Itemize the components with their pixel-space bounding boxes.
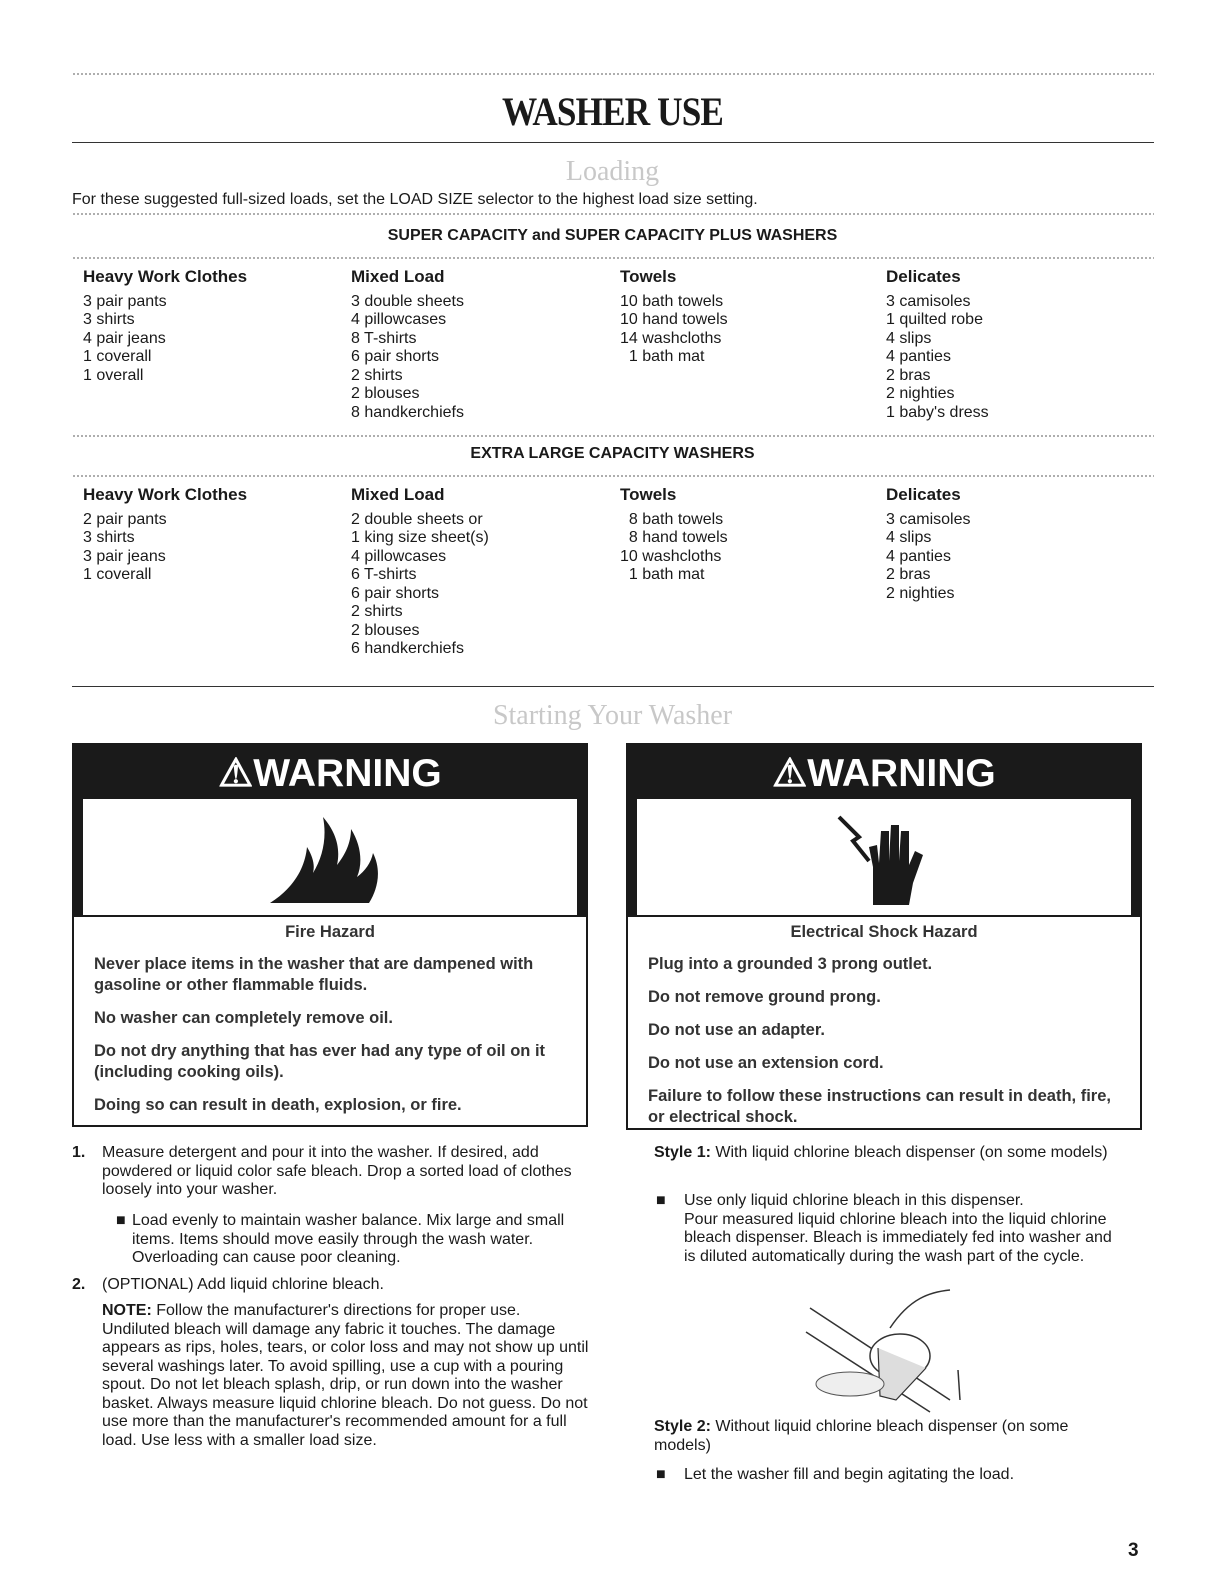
bleach-dispenser-illustration — [800, 1288, 970, 1414]
list-item: 2 double sheets or — [351, 510, 483, 528]
list-item: 10 hand towels — [620, 311, 728, 328]
list-item: 6 pair shorts — [351, 348, 440, 365]
table2-col-mixed — [351, 486, 489, 659]
warning-line: Do not use an adapter. — [648, 1021, 825, 1039]
fire-warning-text — [74, 917, 586, 1138]
list-item: 10 washcloths — [620, 547, 722, 565]
loading-intro: For these suggested full-sized loads, set the LOAD SIZE selector to the highest load size setting. — [72, 191, 758, 208]
warning-line: Do not remove ground prong. — [648, 988, 881, 1006]
column-header: Heavy Work Clothes — [83, 267, 248, 286]
warning-triangle-icon: ⚠ — [772, 752, 808, 795]
list-item: 10 bath towels — [620, 292, 724, 310]
table1-col-towels — [620, 268, 728, 367]
list-item: 2 blouses — [351, 621, 420, 639]
table1-title: SUPER CAPACITY and SUPER CAPACITY PLUS WASHERS — [387, 227, 838, 244]
list-item: 8 handkerchiefs — [351, 403, 464, 421]
note-text: Follow the manufacturer's directions for proper use. Undiluted bleach will damage any fabric it touches. The damage appears as rips, holes, tears, or color loss and may not show up until several washings later. To avoid spilling, use a cup with a pouring spout. Do not let bleach splash, drip, or run down into the washer basket. Always measure liquid chlorine bleach. Do not guess. Do not use more than the manufacturer's recommended amount for a full load. Use less with a smaller load size. — [102, 1302, 589, 1449]
list-item: 1 bath mat — [620, 566, 705, 583]
list-item: 14 washcloths — [620, 329, 722, 347]
bullet-icon: ■ — [116, 1212, 126, 1229]
warning-triangle-icon: ⚠ — [218, 752, 254, 795]
step-number: 1. — [72, 1144, 86, 1161]
bullet-icon: ■ — [656, 1466, 666, 1483]
list-item: 2 bras — [886, 366, 931, 384]
table2-title: EXTRA LARGE CAPACITY WASHERS — [470, 445, 755, 462]
shock-picture — [628, 799, 1140, 917]
list-item: 1 overall — [83, 366, 144, 384]
step-number: 2. — [72, 1276, 86, 1293]
list-item: 4 slips — [886, 329, 932, 347]
list-item: 2 blouses — [351, 385, 420, 402]
list-item: 4 pillowcases — [351, 547, 447, 565]
warning-label: WARNING — [253, 752, 442, 795]
column-header: Delicates — [886, 485, 961, 504]
step-2-note — [102, 1302, 592, 1450]
list-item: 1 bath mat — [620, 348, 705, 365]
bullet-continuation: Pour measured liquid chlorine bleach into the liquid chlorine bleach dispenser. Bleach is immediately fed into washer and is diluted automatically during the wash part of the cycle. — [684, 1210, 1112, 1265]
warning-line: Never place items in the washer that are dampened with gasoline or other flammable fluids. — [94, 955, 534, 994]
list-item: 8 T-shirts — [351, 329, 417, 347]
list-item: 1 quilted robe — [886, 311, 983, 328]
table2-col-heavy — [83, 486, 247, 585]
title-rule — [72, 142, 1154, 143]
hazard-title: Electrical Shock Hazard — [790, 923, 978, 941]
table2-top-rule — [72, 434, 1154, 438]
table1-col-mixed — [351, 268, 464, 422]
hazard-title: Fire Hazard — [285, 923, 375, 941]
table1-col-heavy — [83, 268, 247, 385]
shock-warning-box — [626, 743, 1142, 1130]
warning-banner — [74, 745, 586, 799]
list-item: 4 pair jeans — [83, 329, 166, 347]
style-label: Style 2: — [654, 1418, 711, 1435]
list-item: 1 coverall — [83, 566, 152, 583]
list-item: 3 double sheets — [351, 292, 464, 310]
fire-icon — [265, 807, 395, 907]
style-text: Without liquid chlorine bleach dispenser (on some models) — [654, 1418, 1069, 1454]
warning-line: Doing so can result in death, explosion, or fire. — [94, 1096, 462, 1114]
list-item: 2 shirts — [351, 366, 403, 384]
column-header: Mixed Load — [351, 267, 445, 286]
list-item: 6 handkerchiefs — [351, 640, 464, 657]
list-item: 4 panties — [886, 547, 951, 565]
list-item: 2 shirts — [351, 603, 403, 620]
list-item: 3 pair jeans — [83, 547, 166, 565]
list-item: 3 shirts — [83, 529, 135, 546]
column-header: Delicates — [886, 267, 961, 286]
list-item: 4 pillowcases — [351, 311, 447, 328]
style-1-bullet — [656, 1192, 1126, 1266]
table2-col-towels — [620, 486, 728, 585]
column-header: Mixed Load — [351, 485, 445, 504]
step-1-bullet — [116, 1212, 592, 1268]
shock-warning-text — [628, 917, 1140, 1150]
table2-header-rule — [72, 474, 1154, 478]
page-number: 3 — [1128, 1540, 1139, 1561]
table1-top-rule — [72, 212, 1154, 216]
list-item: 4 slips — [886, 529, 932, 546]
note-label: NOTE: — [102, 1302, 152, 1319]
list-item: 3 camisoles — [886, 510, 971, 528]
bullet-text: Load evenly to maintain washer balance. Mix large and small items. Items should move easily through the wash water. Overloading can cause poor cleaning. — [132, 1212, 565, 1266]
list-item: 3 pair pants — [83, 292, 167, 310]
style-2 — [654, 1418, 1124, 1455]
step-1 — [72, 1144, 592, 1200]
section-rule — [72, 686, 1154, 687]
list-item: 2 bras — [886, 566, 931, 583]
warning-banner — [628, 745, 1140, 799]
warning-label: WARNING — [807, 752, 996, 795]
step-text: Measure detergent and pour it into the washer. If desired, add powdered or liquid color safe bleach. Drop a sorted load of clothes loosely into your washer. — [102, 1144, 572, 1198]
list-item: 1 baby's dress — [886, 403, 989, 421]
column-header: Towels — [620, 267, 677, 286]
style-1 — [654, 1144, 1124, 1163]
column-header: Towels — [620, 485, 677, 504]
warning-line: Failure to follow these instructions can result in death, fire, or electrical shock. — [648, 1087, 1111, 1126]
list-item: 2 nighties — [886, 385, 955, 402]
style-label: Style 1: — [654, 1144, 711, 1161]
list-item: 6 T-shirts — [351, 566, 417, 583]
top-dotted-rule — [72, 72, 1154, 76]
bullet-text: Use only liquid chlorine bleach in this dispenser. — [684, 1192, 1024, 1209]
warning-line: Do not dry anything that has ever had any type of oil on it (including cooking oils). — [94, 1042, 546, 1081]
list-item: 3 camisoles — [886, 292, 971, 310]
warning-line: Do not use an extension cord. — [648, 1054, 884, 1072]
table2-col-delicates — [886, 486, 970, 603]
list-item: 8 hand towels — [620, 529, 728, 546]
step-2 — [72, 1276, 592, 1295]
warning-line: Plug into a grounded 3 prong outlet. — [648, 955, 933, 973]
table1-header-rule — [72, 256, 1154, 260]
fire-picture — [74, 799, 586, 917]
list-item: 4 panties — [886, 348, 951, 365]
list-item: 1 coverall — [83, 348, 152, 365]
list-item: 8 bath towels — [620, 510, 724, 528]
electric-shock-icon — [829, 807, 939, 907]
starting-heading: Starting Your Washer — [492, 700, 733, 731]
list-item: 1 king size sheet(s) — [351, 529, 489, 546]
style-2-bullet — [656, 1466, 1126, 1485]
page-title: WASHER USE — [501, 89, 724, 134]
list-item: 2 nighties — [886, 584, 955, 602]
loading-heading: Loading — [565, 156, 660, 187]
bullet-icon: ■ — [656, 1192, 666, 1209]
list-item: 6 pair shorts — [351, 584, 440, 602]
style-text: With liquid chlorine bleach dispenser (on some models) — [715, 1144, 1108, 1161]
step-text: (OPTIONAL) Add liquid chlorine bleach. — [102, 1276, 384, 1293]
fire-warning-box — [72, 743, 588, 1127]
table1-col-delicates — [886, 268, 989, 422]
list-item: 2 pair pants — [83, 510, 167, 528]
list-item: 3 shirts — [83, 311, 135, 328]
bullet-text: Let the washer fill and begin agitating the load. — [684, 1466, 1015, 1483]
warning-line: No washer can completely remove oil. — [94, 1009, 393, 1027]
column-header: Heavy Work Clothes — [83, 485, 248, 504]
